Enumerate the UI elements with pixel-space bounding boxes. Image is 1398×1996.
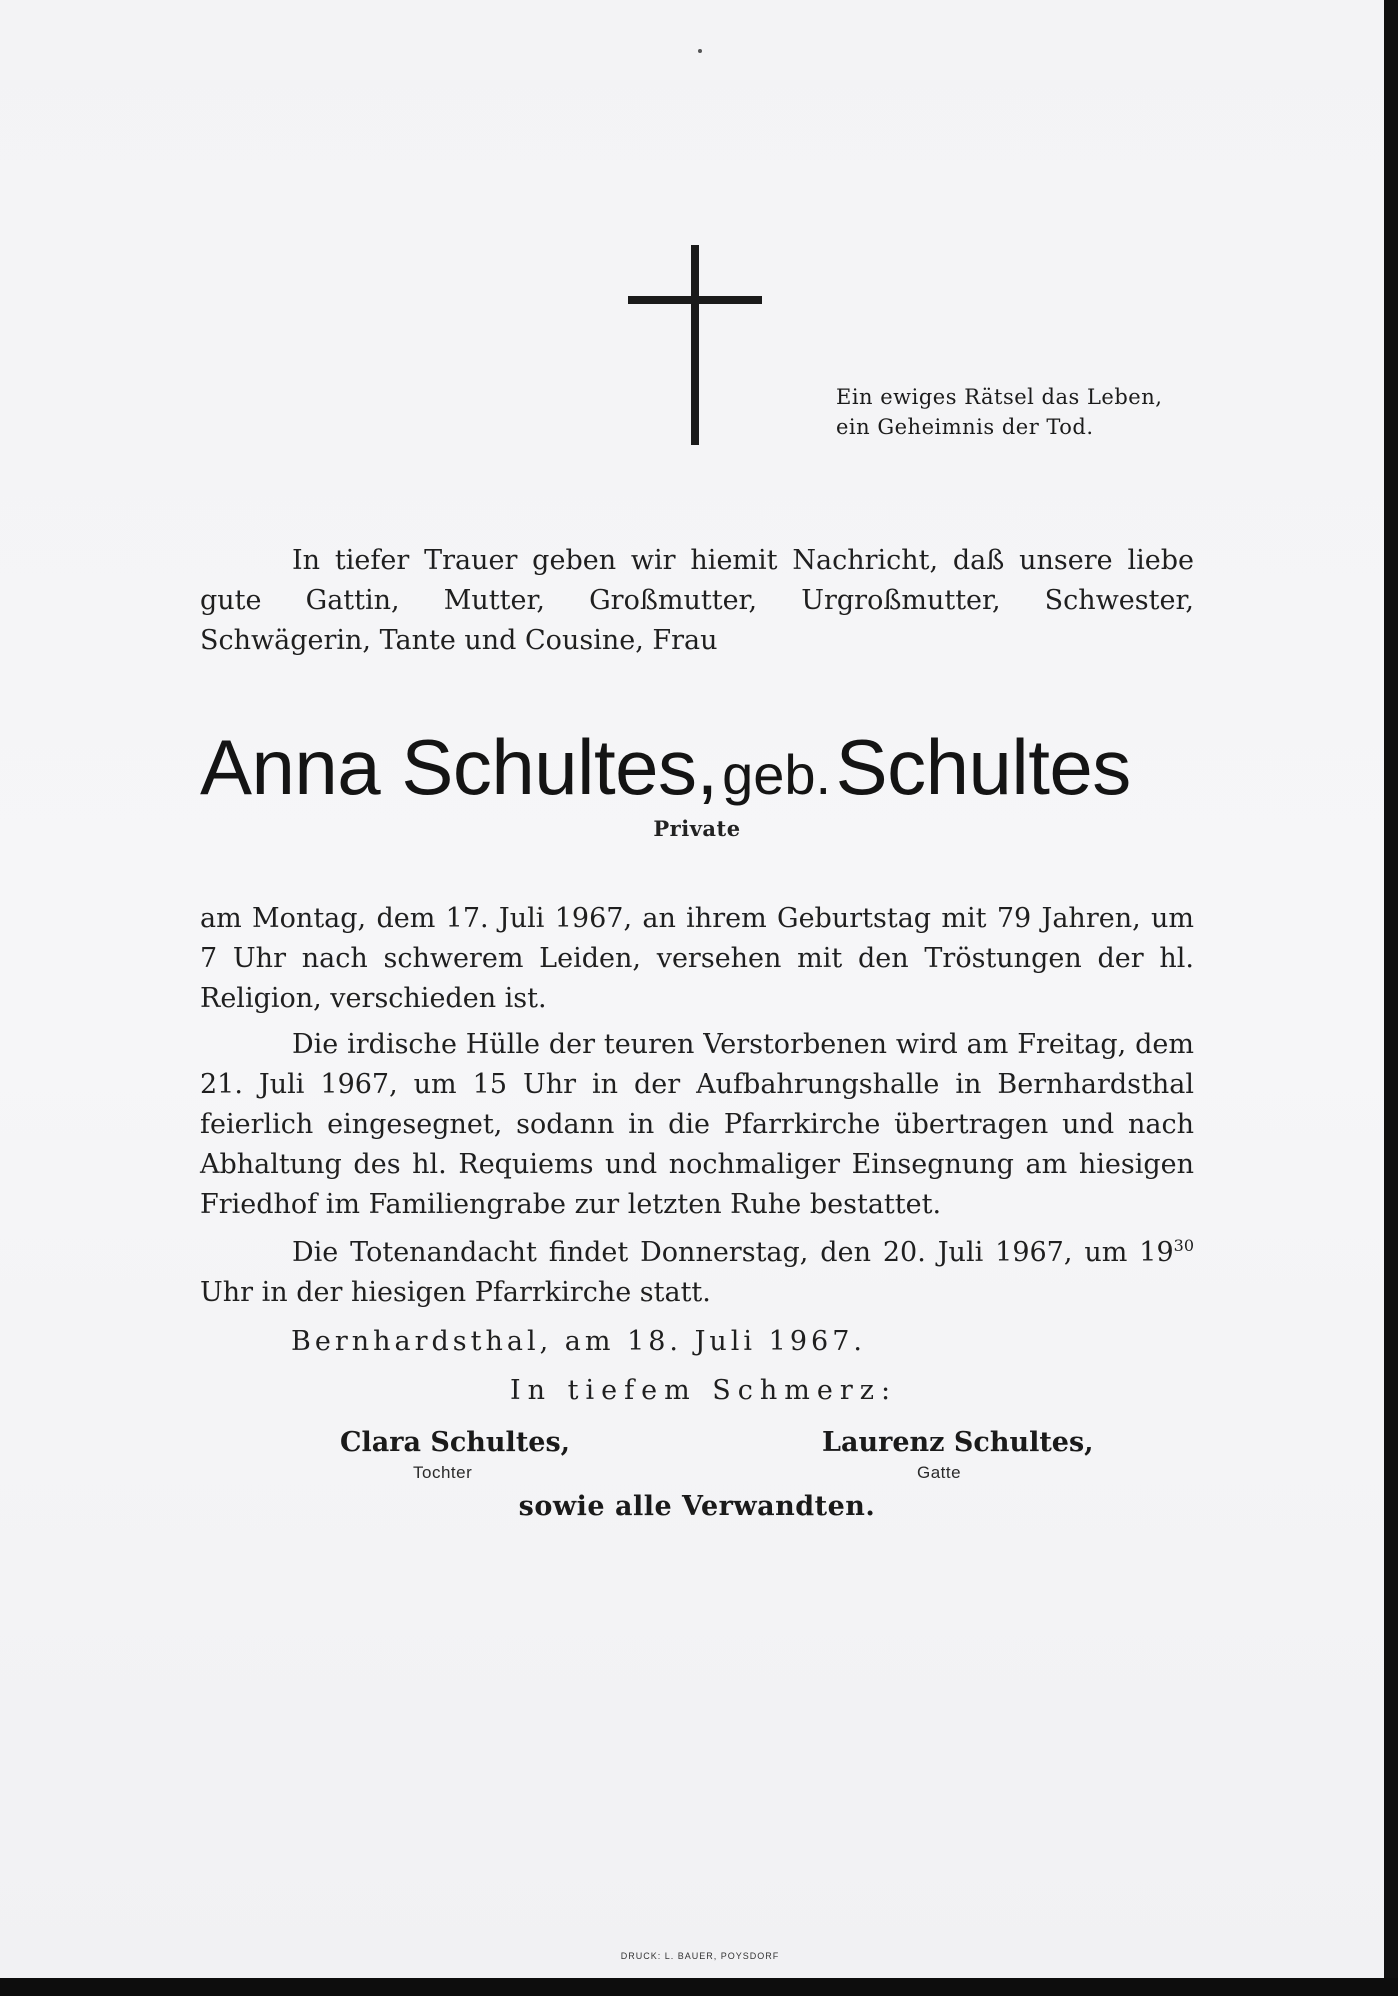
- ink-dot: [698, 49, 702, 53]
- funeral-notice-paragraph: Die irdische Hülle der teuren Verstorbenen wird am Freitag, dem 21. Juli 1967, um 15 Uhr in der Aufbahrungshalle in Bernhardsthal feierlich eingesegnet, sodann in die Pfarrkirche übertragen und nach Abhaltung des hl. Requiems und nochmaliger Einsegnung am hiesigen Friedhof im Familiengrabe zur letzten Ruhe bestattet.: [200, 1029, 1194, 1220]
- place-and-date: Bernhardsthal, am 18. Juli 1967.: [291, 1326, 866, 1357]
- scan-border-bottom: [0, 1978, 1398, 1996]
- vigil-time-minutes: 30: [1173, 1236, 1194, 1255]
- intro-paragraph: In tiefer Trauer geben wir hiemit Nachricht, daß unsere liebe gute Gattin, Mutter, Großmutter, Urgroßmutter, Schwester, Schwägerin, Tante und Cousine, Frau: [200, 545, 1194, 656]
- mourner-role: Tochter: [413, 1463, 473, 1482]
- printer-imprint: DRUCK: L. BAUER, POYSDORF: [620, 1951, 780, 1961]
- deceased-name: Anna Schultes,: [200, 723, 718, 811]
- scan-border-right: [1384, 0, 1398, 1996]
- maiden-name: Schultes: [835, 723, 1131, 811]
- motto-line-1: Ein ewiges Rätsel das Leben,: [836, 385, 1163, 409]
- deceased-occupation: Private: [653, 816, 741, 841]
- mourner-name: Laurenz Schultes,: [822, 1427, 1094, 1458]
- cross-horizontal-bar: [628, 296, 762, 304]
- motto-line-2: ein Geheimnis der Tod.: [836, 415, 1094, 439]
- nee-prefix: geb.: [722, 743, 832, 806]
- cross-vertical-bar: [691, 245, 699, 445]
- cross-icon: [628, 245, 762, 445]
- motto: [836, 382, 1196, 442]
- mourner-role: Gatte: [917, 1463, 962, 1482]
- vigil-text-before: Die Totenandacht findet Donnerstag, den 20. Juli 1967, um 19: [292, 1237, 1174, 1268]
- closing-phrase: In tiefem Schmerz:: [510, 1375, 898, 1406]
- mourner-name: Clara Schultes,: [340, 1427, 571, 1458]
- death-notice-paragraph: am Montag, dem 17. Juli 1967, an ihrem Geburtstag mit 79 Jahren, um 7 Uhr nach schwerem Leiden, versehen mit den Tröstungen der hl. Religion, verschieden ist.: [200, 903, 1194, 1014]
- vigil-notice-paragraph: [200, 1233, 1194, 1313]
- vigil-text-after: Uhr in der hiesigen Pfarrkirche statt.: [200, 1277, 711, 1308]
- relatives-line: sowie alle Verwandten.: [518, 1491, 876, 1522]
